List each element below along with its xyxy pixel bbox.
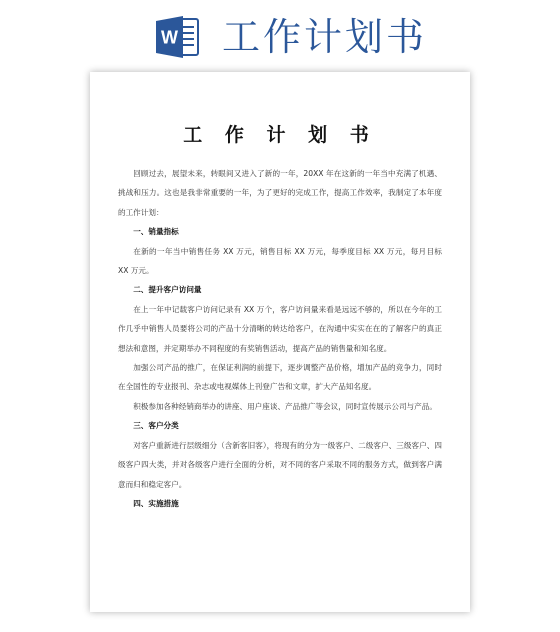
section-heading-implementation: 四、实施措施 (133, 498, 179, 508)
word-document-icon (156, 15, 200, 59)
section-heading-customer-visits: 二、提升客户访问量 (133, 285, 202, 295)
paragraph-sales-target: 在新的一年当中销售任务 XX 万元，销售目标 XX 万元，每季度目标 XX 万元，每月目标 XX 万元。 (118, 246, 442, 276)
paragraph-events: 积极参加各种经销商举办的讲座、用户座谈、产品推广等会议，同时宣传展示公司与产品。 (133, 401, 437, 411)
page-title: 工作计划书 (222, 15, 428, 59)
document-title: 工 作 计 划 书 (183, 124, 377, 146)
paragraph-product-promotion: 加强公司产品的推广，在保证利润的前提下，逐步调整产品价格，增加产品的竞争力，同时在全国性的专业报刊、杂志或电视媒体上刊登广告和文章，扩大产品知名度。 (118, 363, 442, 392)
section-heading-customer-classification: 三、客户分类 (133, 421, 179, 431)
paragraph-intro: 回顾过去，展望未来，转眼间又进入了新的一年，20XX 年在这新的一年当中充满了机遇、挑战和压力。这也是我非常重要的一年，为了更好的完成工作，提高工作效率，我制定了本年度的工作计划： (118, 169, 442, 217)
document-body (118, 164, 442, 513)
word-icon-letter: W (161, 27, 178, 48)
paragraph-customer-visits: 在上一年中记载客户访问记录有 XX 万个，客户访问量来看是远远不够的，所以在今年的工作几乎中销售人员要将公司的产品十分清晰的转达给客户，在沟通中实实在在的了解客户的真正想法和意图，并定期举办不同程度的有奖销售活动，提高产品的销售量和知名度。 (118, 304, 442, 353)
paragraph-customer-classification: 对客户重新进行层级细分（含新客旧客），将现有的分为一级客户、二级客户、三级客户、四级客户四大类，并对各级客户进行全面的分析，对不同的客户采取不同的服务方式，做到客户满意而归和稳定客户。 (118, 440, 442, 489)
header-banner (0, 0, 560, 72)
document-page (90, 72, 470, 612)
section-heading-sales-target: 一、销量指标 (133, 227, 179, 237)
